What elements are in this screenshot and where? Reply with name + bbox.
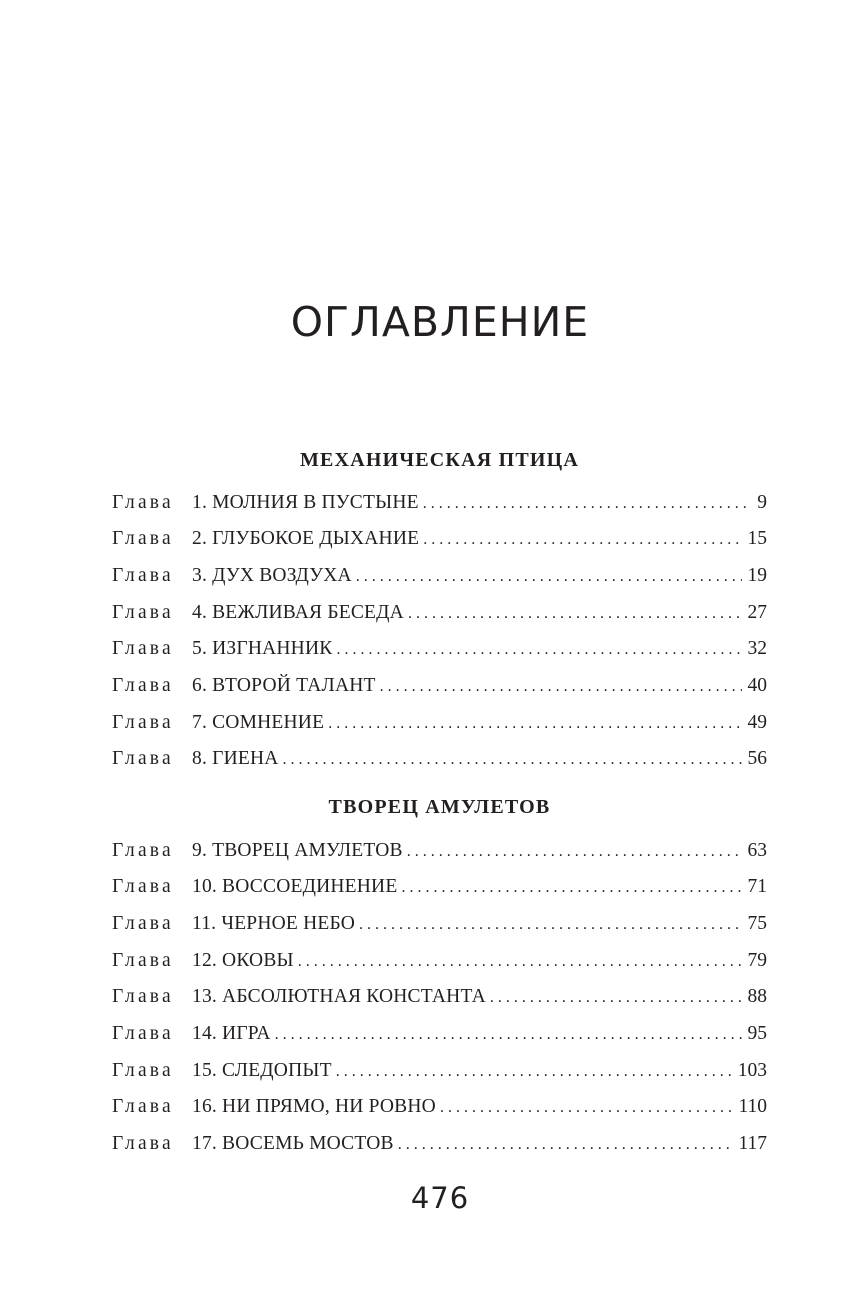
chapter-title: 11. ЧЕРНОЕ НЕБО [192, 913, 356, 934]
toc-entry[interactable] [112, 561, 767, 591]
chapter-page-number: 19 [747, 565, 767, 586]
toc-entry[interactable] [112, 872, 767, 902]
chapter-title: 15. СЛЕДОПЫТ [192, 1060, 332, 1081]
chapter-label: Глава [112, 638, 174, 659]
toc-entry[interactable] [112, 1129, 767, 1159]
chapter-label: Глава [112, 565, 174, 586]
page-number: 476 [410, 1181, 470, 1215]
chapter-page-number: 27 [747, 602, 767, 623]
chapter-title: 10. ВОССОЕДИНЕНИЕ [192, 876, 398, 897]
toc-entry[interactable] [112, 1092, 767, 1122]
chapter-page-number: 40 [747, 675, 767, 696]
toc-entry[interactable] [112, 1019, 767, 1049]
chapter-page-number: 95 [747, 1023, 767, 1044]
chapter-label: Глава [112, 1133, 174, 1154]
chapter-label: Глава [112, 950, 174, 971]
chapter-title: 4. ВЕЖЛИВАЯ БЕСЕДА [192, 602, 404, 623]
chapter-label: Глава [112, 1096, 174, 1117]
dot-leader [380, 672, 742, 702]
page-title: ОГЛАВЛЕНИЕ [290, 298, 590, 346]
chapter-label: Глава [112, 986, 174, 1007]
chapter-page-number: 63 [747, 840, 767, 861]
dot-leader [336, 1057, 732, 1087]
toc-entry[interactable] [112, 708, 767, 738]
toc-entry[interactable] [112, 524, 767, 554]
chapter-title: 16. НИ ПРЯМО, НИ РОВНО [192, 1096, 436, 1117]
dot-leader [407, 837, 742, 867]
chapter-title: 8. ГИЕНА [192, 748, 279, 769]
dot-leader [359, 910, 741, 940]
chapter-page-number: 49 [747, 712, 767, 733]
chapter-page-number: 9 [757, 492, 767, 513]
chapter-title: 13. АБСОЛЮТНАЯ КОНСТАНТА [192, 986, 486, 1007]
dot-leader [398, 1130, 733, 1160]
toc-entry[interactable] [112, 634, 767, 664]
chapter-page-number: 88 [747, 986, 767, 1007]
chapter-title: 17. ВОСЕМЬ МОСТОВ [192, 1133, 394, 1154]
chapter-title: 14. ИГРА [192, 1023, 271, 1044]
dot-leader [490, 983, 742, 1013]
chapter-label: Глава [112, 876, 174, 897]
dot-leader [328, 709, 741, 739]
toc-entry[interactable] [112, 909, 767, 939]
chapter-page-number: 71 [747, 876, 767, 897]
dot-leader [356, 562, 742, 592]
chapter-label: Глава [112, 528, 174, 549]
toc-entry[interactable] [112, 488, 767, 518]
chapter-page-number: 110 [738, 1096, 767, 1117]
chapter-label: Глава [112, 748, 174, 769]
toc-entry[interactable] [112, 982, 767, 1012]
chapter-label: Глава [112, 675, 174, 696]
chapter-label: Глава [112, 492, 174, 513]
chapter-title: 5. ИЗГНАННИК [192, 638, 333, 659]
section-title-mechanical-bird: МЕХАНИЧЕСКАЯ ПТИЦА [299, 449, 580, 471]
toc-entry[interactable] [112, 671, 767, 701]
section-title-amulet-maker: ТВОРЕЦ АМУЛЕТОВ [328, 796, 551, 818]
chapter-title: 12. ОКОВЫ [192, 950, 294, 971]
chapter-label: Глава [112, 1023, 174, 1044]
chapter-page-number: 117 [738, 1133, 767, 1154]
dot-leader [298, 947, 742, 977]
chapter-label: Глава [112, 840, 174, 861]
chapter-title: 2. ГЛУБОКОЕ ДЫХАНИЕ [192, 528, 420, 549]
chapter-label: Глава [112, 913, 174, 934]
chapter-title: 6. ВТОРОЙ ТАЛАНТ [192, 675, 376, 696]
dot-leader [283, 745, 742, 775]
chapter-title: 7. СОМНЕНИЕ [192, 712, 325, 733]
chapter-page-number: 79 [747, 950, 767, 971]
dot-leader [336, 635, 741, 665]
dot-leader [440, 1093, 733, 1123]
chapter-page-number: 32 [747, 638, 767, 659]
toc-entry[interactable] [112, 1056, 767, 1086]
toc-entry[interactable] [112, 836, 767, 866]
chapter-page-number: 56 [747, 748, 767, 769]
chapter-page-number: 75 [747, 913, 767, 934]
chapter-label: Глава [112, 602, 174, 623]
dot-leader [423, 525, 741, 555]
chapter-page-number: 103 [737, 1060, 767, 1081]
dot-leader [423, 489, 752, 519]
chapter-label: Глава [112, 712, 174, 733]
chapter-label: Глава [112, 1060, 174, 1081]
toc-entry[interactable] [112, 744, 767, 774]
chapter-title: 1. МОЛНИЯ В ПУСТЫНЕ [192, 492, 419, 513]
toc-entry[interactable] [112, 946, 767, 976]
toc-entry[interactable] [112, 598, 767, 628]
chapter-title: 9. ТВОРЕЦ АМУЛЕТОВ [192, 840, 403, 861]
chapter-page-number: 15 [747, 528, 767, 549]
dot-leader [401, 873, 741, 903]
dot-leader [408, 599, 742, 629]
dot-leader [275, 1020, 742, 1050]
chapter-title: 3. ДУХ ВОЗДУХА [192, 565, 352, 586]
